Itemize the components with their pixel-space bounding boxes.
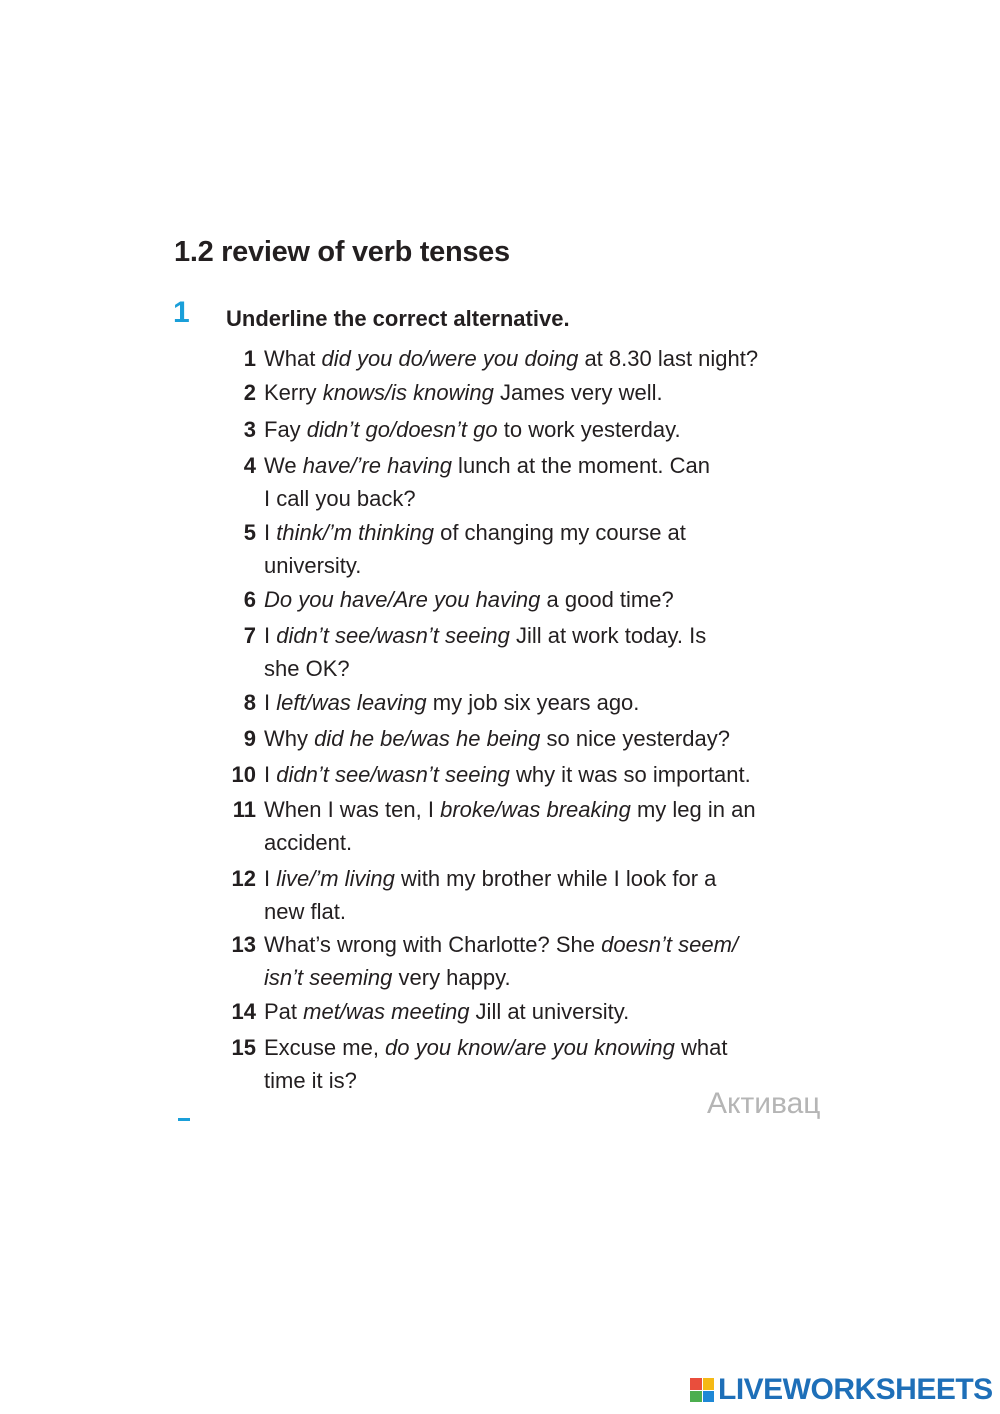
liveworksheets-logo-icon	[690, 1378, 714, 1402]
item-text: my leg in an	[630, 797, 756, 822]
list-item	[226, 343, 786, 376]
alternative-choice[interactable]: didn’t see/wasn’t seeing	[276, 762, 510, 787]
item-text: to work yesterday.	[497, 417, 681, 442]
logo-square	[690, 1391, 702, 1403]
item-text-line	[264, 517, 786, 550]
alternative-choice[interactable]: did he be/was he being	[314, 726, 541, 751]
item-number: 10	[231, 762, 256, 787]
logo-square	[690, 1378, 702, 1390]
alternative-choice[interactable]: have/’re having	[302, 453, 452, 478]
exercise-instruction: Underline the correct alternative.	[226, 306, 570, 331]
item-text-line	[264, 794, 786, 827]
item-number: 5	[243, 520, 256, 545]
list-item	[226, 1032, 786, 1097]
item-text-line	[264, 996, 786, 1029]
item-text-line	[264, 896, 786, 929]
item-text-line	[264, 653, 786, 686]
alternative-choice[interactable]: did you do/were you doing	[321, 346, 579, 371]
item-text: lunch at the moment. Can	[451, 453, 710, 478]
liveworksheets-logo	[690, 1373, 993, 1407]
alternative-choice[interactable]: met/was meeting	[303, 999, 470, 1024]
item-number: 2	[243, 380, 256, 405]
item-text: new flat.	[264, 898, 346, 924]
item-number: 12	[231, 866, 256, 891]
item-number: 7	[243, 623, 256, 648]
list-item	[226, 377, 786, 410]
item-number: 3	[243, 417, 256, 442]
item-text-line	[264, 723, 786, 756]
item-text: a good time?	[540, 587, 674, 612]
item-text: she OK?	[264, 655, 350, 681]
list-item	[226, 687, 786, 720]
alternative-choice[interactable]: left/was leaving	[276, 690, 427, 715]
item-text: We	[264, 453, 303, 478]
item-text: I	[264, 866, 277, 891]
item-text-line	[264, 1032, 786, 1065]
item-text: accident.	[264, 829, 353, 855]
logo-square	[703, 1391, 715, 1403]
list-item	[226, 620, 786, 685]
item-text-line	[264, 962, 786, 995]
item-text: I	[264, 762, 277, 787]
item-text: I	[264, 623, 277, 648]
item-text-line	[264, 759, 786, 792]
item-text: Pat	[264, 999, 304, 1024]
alternative-choice[interactable]: didn’t go/doesn’t go	[306, 417, 498, 442]
list-item	[226, 794, 786, 859]
item-text: Kerry	[264, 380, 323, 405]
item-number: 4	[243, 453, 256, 478]
item-text-line	[264, 863, 786, 896]
item-text: so nice yesterday?	[540, 726, 730, 751]
item-text: What	[264, 346, 322, 371]
item-text: Jill at university.	[469, 999, 630, 1024]
item-number: 8	[243, 690, 256, 715]
section-title: 1.2 review of verb tenses	[174, 236, 510, 268]
item-number: 14	[231, 999, 256, 1024]
item-text-line	[264, 450, 786, 483]
item-text: Why	[264, 726, 315, 751]
item-text: very happy.	[392, 964, 511, 990]
list-item	[226, 450, 786, 515]
item-text-line	[264, 827, 786, 860]
item-text: Jill at work today. Is	[509, 623, 707, 648]
alternative-choice[interactable]: broke/was breaking	[440, 797, 631, 822]
exercise-number: 1	[173, 296, 190, 329]
list-item	[226, 584, 786, 617]
item-text: What’s wrong with Charlotte? She	[264, 932, 602, 957]
item-text: James very well.	[493, 380, 663, 405]
item-text: Fay	[264, 417, 307, 442]
item-text: university.	[264, 552, 362, 578]
alternative-choice[interactable]: live/’m living	[276, 866, 395, 891]
item-text: When I was ten, I	[264, 797, 441, 822]
blue-dash-mark	[178, 1118, 190, 1121]
list-item	[226, 723, 786, 756]
item-text: I call you back?	[264, 485, 416, 511]
item-number: 1	[243, 346, 256, 371]
alternative-choice[interactable]: think/’m thinking	[276, 520, 434, 545]
alternative-choice[interactable]: do you know/are you knowing	[385, 1035, 675, 1060]
alternative-choice[interactable]: doesn’t seem/	[601, 932, 739, 957]
item-text-line	[264, 483, 786, 516]
item-text-line	[264, 550, 786, 583]
item-text: of changing my course at	[433, 520, 686, 545]
item-text-line	[264, 584, 786, 617]
logo-square	[703, 1378, 715, 1390]
list-item	[226, 414, 786, 447]
item-text: I	[264, 520, 277, 545]
item-text: with my brother while I look for a	[394, 866, 717, 891]
item-text-line	[264, 377, 786, 410]
item-text-line	[264, 414, 786, 447]
list-item	[226, 759, 786, 792]
item-number: 9	[243, 726, 256, 751]
item-text: my job six years ago.	[426, 690, 640, 715]
item-text-line	[264, 620, 786, 653]
item-text: at 8.30 last night?	[578, 346, 759, 371]
item-number: 6	[243, 587, 256, 612]
item-number: 13	[231, 932, 256, 957]
item-number: 15	[231, 1035, 256, 1060]
item-text: why it was so important.	[509, 762, 751, 787]
list-item	[226, 929, 786, 994]
activation-watermark: Активац	[707, 1087, 821, 1120]
brand-name: LIVEWORKSHEETS	[718, 1373, 993, 1406]
item-text: I	[264, 690, 277, 715]
alternative-choice[interactable]: didn’t see/wasn’t seeing	[276, 623, 510, 648]
list-item	[226, 517, 786, 582]
alternative-choice[interactable]: Do you have/Are you having	[264, 587, 541, 612]
item-text: what	[674, 1035, 728, 1060]
item-number: 11	[232, 797, 256, 822]
item-text-line	[264, 687, 786, 720]
list-item	[226, 863, 786, 928]
item-text: time it is?	[264, 1067, 357, 1093]
item-text-line	[264, 343, 786, 376]
item-text: Excuse me,	[264, 1035, 386, 1060]
alternative-choice[interactable]: isn’t seeming	[264, 964, 393, 990]
list-item	[226, 996, 786, 1029]
alternative-choice[interactable]: knows/is knowing	[322, 380, 494, 405]
item-text-line	[264, 929, 786, 962]
